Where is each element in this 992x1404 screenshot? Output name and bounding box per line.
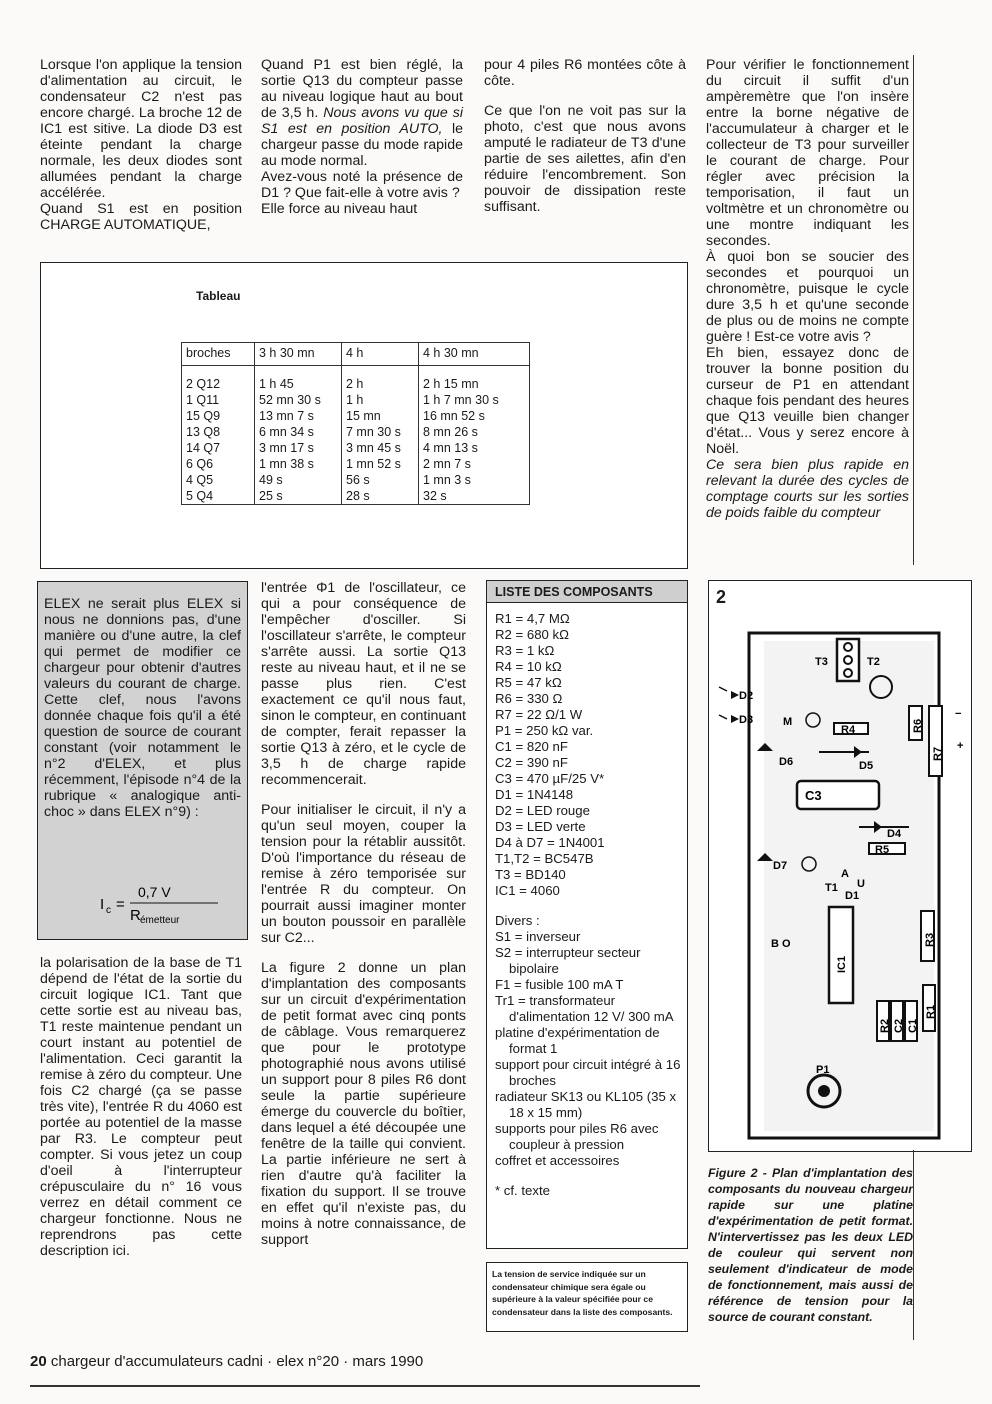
table-row xyxy=(182,392,530,408)
footer-rule xyxy=(30,1385,700,1387)
r7-resistor xyxy=(929,706,942,776)
table-cell: 1 Q11 xyxy=(182,392,255,408)
table-cell: 7 mn 30 s xyxy=(342,424,419,440)
table-header: 3 h 30 mn xyxy=(255,343,342,366)
table-row xyxy=(182,408,530,424)
table-cell: 1 mn 3 s xyxy=(419,472,530,488)
paragraph: Ce que l'on ne voit pas sur la photo, c'est que nous avons amputé le radiateur de T3 d'une partie de ses ailettes, afin d'en réduire l'encombrement. Son pouvoir de dissipation reste suffisant. xyxy=(484,103,686,215)
table-cell: 15 Q9 xyxy=(182,408,255,424)
formula-denominator: R xyxy=(130,907,141,924)
table-cell: 3 mn 17 s xyxy=(255,440,342,456)
table-cell: 4 mn 13 s xyxy=(419,440,530,456)
table-cell: 2 Q12 xyxy=(182,366,255,393)
table-header: 4 h 30 mn xyxy=(419,343,530,366)
component-item: D1 = 1N4148 xyxy=(495,787,574,802)
label-minus: − xyxy=(955,708,962,720)
table-cell: 1 mn 38 s xyxy=(255,456,342,472)
paragraph: Eh bien, essayez donc de trouver la bonne position du curseur de P1 en attendant chaque fois pendant des heures que Q13 veuille bien changer d'état... Vous y serez encore à Noël. xyxy=(706,345,909,457)
column-1-top xyxy=(40,57,242,233)
label-d6: D6 xyxy=(779,756,794,768)
component-item: D4 à D7 = 1N4001 xyxy=(495,835,605,850)
paragraph: la polarisation de la base de T1 dépend de l'état de la sortie du circuit logique IC1. Tant que cette sortie est au niveau bas, T1 reste maintenue pendant un court instant au potentiel de l'alimentation. Ceci garantit la remise à zéro du compteur. Une fois C2 chargé (ça se passe très vite), l'entrée R du 4060 est portée au potentiel de la masse par R3. Le compteur peut compter. Si vous jetez un coup d'oeil à l'interrupteur crépusculaire du n° 16 vous verrez en détail comment ce chargeur fonctionne. Nous ne reprendrons pas cette description ici. xyxy=(40,955,242,1259)
divers-item: F1 = fusible 100 mA T xyxy=(495,977,624,992)
divers-item: support pour circuit intégré à 16 broches xyxy=(495,1057,681,1088)
label-d3: D3 xyxy=(739,714,754,726)
label-d7: D7 xyxy=(773,860,788,872)
table-cell: 8 mn 26 s xyxy=(419,424,530,440)
paragraph: Pour vérifier le fonctionnement du circuit il suffit d'un ampèremètre que l'on insère entre la borne négative de l'accumulateur à charger et le collecteur de T3 pour surveiller le courant de charge. Pour régler avec précision la temporisation, il faut un voltmètre et un chronomètre ou une montre indiquant les secondes. xyxy=(706,57,909,249)
italic-paragraph: Ce sera bien plus rapide en relevant la durée des cycles de comptage courts sur les sorties de poids faible du compteur xyxy=(706,457,909,521)
page-number: 20 xyxy=(30,1353,47,1370)
label-r4: R4 xyxy=(841,724,856,736)
page-footer xyxy=(30,1353,423,1370)
formula-lhs-sub: c xyxy=(106,905,111,916)
table-title: Tableau xyxy=(196,289,241,303)
column-2-bottom xyxy=(261,580,466,1248)
paragraph: l'entrée Φ1 de l'oscillateur, ce qui a pour conséquence de l'empêcher d'osciller. Si l'oscillateur s'arrête, le compteur s'arrête aussi. La sortie Q13 reste au niveau haut, et il ne se passe plus rien. C'est exactement ce qu'il nous faut, sinon le compteur, en continuant de compter, ferait repasser la sortie Q13 à zéro, et le cycle de 3,5 h de charge rapide recommencerait. xyxy=(261,580,466,788)
component-item: R4 = 10 kΩ xyxy=(495,659,562,674)
component-item: C3 = 470 µF/25 V* xyxy=(495,771,605,786)
table-cell: 52 mn 30 s xyxy=(255,392,342,408)
column-4 xyxy=(706,57,909,521)
label-ic1: IC1 xyxy=(836,955,848,973)
label-plus: + xyxy=(957,740,964,752)
figure-caption: Figure 2 - Plan d'implantation des composants du nouveau chargeur rapide sur une platine d'expérimentation de petit format. N'intervertissez pas les deux LED de couleur qui servent non seulement d'indicateur de mode de fonctionnement, mais aussi de référence de tension pour la source de courant constant. xyxy=(708,1166,913,1324)
divers-item: supports pour piles R6 avec coupleur à pression xyxy=(495,1121,659,1152)
paragraph: À quoi bon se soucier des secondes et pourquoi un chronomètre, puisque le cycle dure 3,5 h et qu'une seconde de plus ou de moins ne compte guère ! Est-ce votre avis ? xyxy=(706,249,909,345)
table-header-row xyxy=(182,343,530,366)
ic1-chip xyxy=(829,907,853,1003)
divers-item: radiateur SK13 ou KL105 (35 x 18 x 15 mm) xyxy=(495,1089,677,1120)
component-item: R1 = 4,7 MΩ xyxy=(495,611,570,626)
capacitor-note: La tension de service indiquée sur un condensateur chimique sera égale ou supérieure à la valeur spécifiée pour ce condensateur dans la liste des composants. xyxy=(492,1269,673,1317)
formula-graphic xyxy=(100,882,230,926)
label-d4: D4 xyxy=(887,828,902,840)
column-rule xyxy=(913,55,914,565)
component-item: R2 = 680 kΩ xyxy=(495,627,570,642)
elex-key-text: ELEX ne serait plus ELEX si nous ne donnions pas, d'une manière ou d'une autre, la clef qui permet de modifier ce chargeur pour obtenir d'autres valeurs du courant de charge. Cette clef, nous l'avons donnée chaque fois qu'il a été question de source de courant constant (voir notamment le n°2 d'ELEX, et plus récemment, l'épisode n°4 de la rubrique « analogique anti-choc » dans ELEX n°9) : xyxy=(44,596,241,820)
label-u: U xyxy=(857,878,865,890)
footer-text: chargeur d'accumulateurs cadni · elex n°20 · mars 1990 xyxy=(50,1353,424,1370)
components-list xyxy=(495,611,681,1199)
label-c1: C1 xyxy=(907,1018,919,1033)
table-row xyxy=(182,366,530,393)
table-cell: 5 Q4 xyxy=(182,488,255,505)
table-cell: 1 h 45 xyxy=(255,366,342,393)
table-body xyxy=(182,366,530,505)
column-2-top xyxy=(261,57,463,217)
footnote: * cf. texte xyxy=(495,1183,550,1198)
divers-item: S2 = interrupteur secteur bipolaire xyxy=(495,945,641,976)
current-formula xyxy=(100,882,230,929)
label-p1: P1 xyxy=(816,1064,830,1076)
table-row xyxy=(182,488,530,505)
svg-text:=: = xyxy=(116,896,125,913)
components-list-title: LISTE DES COMPOSANTS xyxy=(487,581,687,603)
formula-numerator: 0,7 V xyxy=(138,884,171,900)
label-c3: C3 xyxy=(805,788,822,803)
table-cell: 3 mn 45 s xyxy=(342,440,419,456)
table-header: broches xyxy=(182,343,255,366)
label-r1: R1 xyxy=(925,1004,937,1019)
paragraph: La figure 2 donne un plan d'implantation des composants sur un circuit d'expérimentation de petit format avec cinq ponts de câblage. Vous remarquerez que pour le prototype photographié nous avons utilisé un support pour 8 piles R6 dont seule la partie supérieure émerge du couvercle du boîtier, dans lequel a été découpée une fenêtre de la taille qui convient. La partie inférieure ne sert à rien d'autre qu'à faciliter la fixation du support. Il se trouve en effet qu'il n'existe pas, du moins à notre connaissance, de support xyxy=(261,960,466,1248)
figure-2-frame xyxy=(708,580,972,1152)
component-layout-diagram xyxy=(709,581,971,1151)
component-item: IC1 = 4060 xyxy=(495,883,560,898)
table-cell: 32 s xyxy=(419,488,530,505)
column-rule xyxy=(913,1150,914,1340)
elex-key-box xyxy=(37,581,248,940)
component-item: P1 = 250 kΩ var. xyxy=(495,723,594,738)
text: Quand P1 est bien réglé, la sortie Q13 du compteur passe au niveau logique haut au bout de 3,5 h. xyxy=(261,57,463,121)
label-d1: D1 xyxy=(845,890,860,902)
table-cell: 2 mn 7 s xyxy=(419,456,530,472)
component-item: D2 = LED rouge xyxy=(495,803,590,818)
table-cell: 2 h xyxy=(342,366,419,393)
table-cell: 14 Q7 xyxy=(182,440,255,456)
table-row xyxy=(182,424,530,440)
table-cell: 28 s xyxy=(342,488,419,505)
table-cell: 16 mn 52 s xyxy=(419,408,530,424)
paragraph: pour 4 piles R6 montées côte à côte. xyxy=(484,57,686,89)
divers-item: Tr1 = transformateur d'alimentation 12 V/ 300 mA xyxy=(495,993,674,1024)
formula-lhs: I xyxy=(100,896,105,913)
label-bo: B O xyxy=(771,938,791,950)
capacitor-note-box xyxy=(486,1262,688,1332)
component-item: R5 = 47 kΩ xyxy=(495,675,562,690)
label-m: M xyxy=(783,716,793,728)
table-cell: 6 mn 34 s xyxy=(255,424,342,440)
table-cell: 15 mn xyxy=(342,408,419,424)
component-item: R7 = 22 Ω/1 W xyxy=(495,707,583,722)
column-3-top xyxy=(484,57,686,215)
label-c2: C2 xyxy=(893,1018,905,1033)
t3-transistor xyxy=(837,639,859,681)
component-item: T1,T2 = BC547B xyxy=(495,851,594,866)
table-cell: 13 Q8 xyxy=(182,424,255,440)
timing-table xyxy=(181,342,530,505)
label-d5: D5 xyxy=(859,760,874,772)
figure-number: 2 xyxy=(716,587,727,607)
label-r2: R2 xyxy=(879,1018,891,1033)
label-r3: R3 xyxy=(924,932,936,947)
table-row xyxy=(182,440,530,456)
component-item: C2 = 390 nF xyxy=(495,755,568,770)
table-cell: 13 mn 7 s xyxy=(255,408,342,424)
text: le chargeur passe du mode rapide au mode normal. xyxy=(261,121,463,169)
label-d2: D2 xyxy=(739,690,754,702)
component-item: R6 = 330 Ω xyxy=(495,691,563,706)
label-t3: T3 xyxy=(815,656,828,668)
table-cell: 1 h 7 mn 30 s xyxy=(419,392,530,408)
formula-denominator-sub: émetteur xyxy=(140,915,180,926)
table-cell: 2 h 15 mn xyxy=(419,366,530,393)
paragraph: Avez-vous noté la présence de D1 ? Que fait-elle à votre avis ? xyxy=(261,169,463,201)
label-t2: T2 xyxy=(867,656,880,668)
label-r5: R5 xyxy=(875,844,890,856)
components-list-box xyxy=(486,580,688,1249)
paragraph: Lorsque l'on applique la tension d'alimentation au circuit, le condensateur C2 n'est pas encore chargé. La broche 12 de IC1 est sitive. La diode D3 est éteinte pendant la charge normale, les deux diodes sont allumées pendant la charge accélérée. xyxy=(40,57,242,201)
divers-item: S1 = inverseur xyxy=(495,929,581,944)
divers-item: coffret et accessoires xyxy=(495,1153,620,1168)
table-cell: 25 s xyxy=(255,488,342,505)
component-item: T3 = BD140 xyxy=(495,867,566,882)
column-1-bottom xyxy=(40,955,242,1259)
table-cell: 4 Q5 xyxy=(182,472,255,488)
table-frame xyxy=(40,262,688,569)
paragraph xyxy=(261,57,463,169)
table-header: 4 h xyxy=(342,343,419,366)
table-row xyxy=(182,456,530,472)
label-a: A xyxy=(841,868,849,880)
label-r7: R7 xyxy=(932,746,944,761)
divers-title: Divers : xyxy=(495,913,540,928)
paragraph: Pour initialiser le circuit, il n'y a qu'un seul moyen, couper la tension pour la rétablir aussitôt. D'où l'importance du réseau de remise à zéro temporisée sur l'entrée R du compteur. On pourrait aussi imaginer monter un bouton poussoir en parallèle sur C2... xyxy=(261,802,466,946)
component-item: D3 = LED verte xyxy=(495,819,586,834)
label-t1: T1 xyxy=(825,882,838,894)
paragraph: Elle force au niveau haut xyxy=(261,201,418,217)
italic-text: Nous avons vu que si S1 est en position AUTO, xyxy=(261,105,463,137)
table-cell: 56 s xyxy=(342,472,419,488)
divers-item: platine d'expérimentation de format 1 xyxy=(495,1025,660,1056)
table-cell: 1 mn 52 s xyxy=(342,456,419,472)
table-row xyxy=(182,472,530,488)
component-item: R3 = 1 kΩ xyxy=(495,643,555,658)
table-cell: 1 h xyxy=(342,392,419,408)
component-item: C1 = 820 nF xyxy=(495,739,568,754)
table-cell: 49 s xyxy=(255,472,342,488)
paragraph: Quand S1 est en position CHARGE AUTOMATIQUE, xyxy=(40,201,242,233)
label-r6: R6 xyxy=(912,718,924,733)
table-cell: 6 Q6 xyxy=(182,456,255,472)
